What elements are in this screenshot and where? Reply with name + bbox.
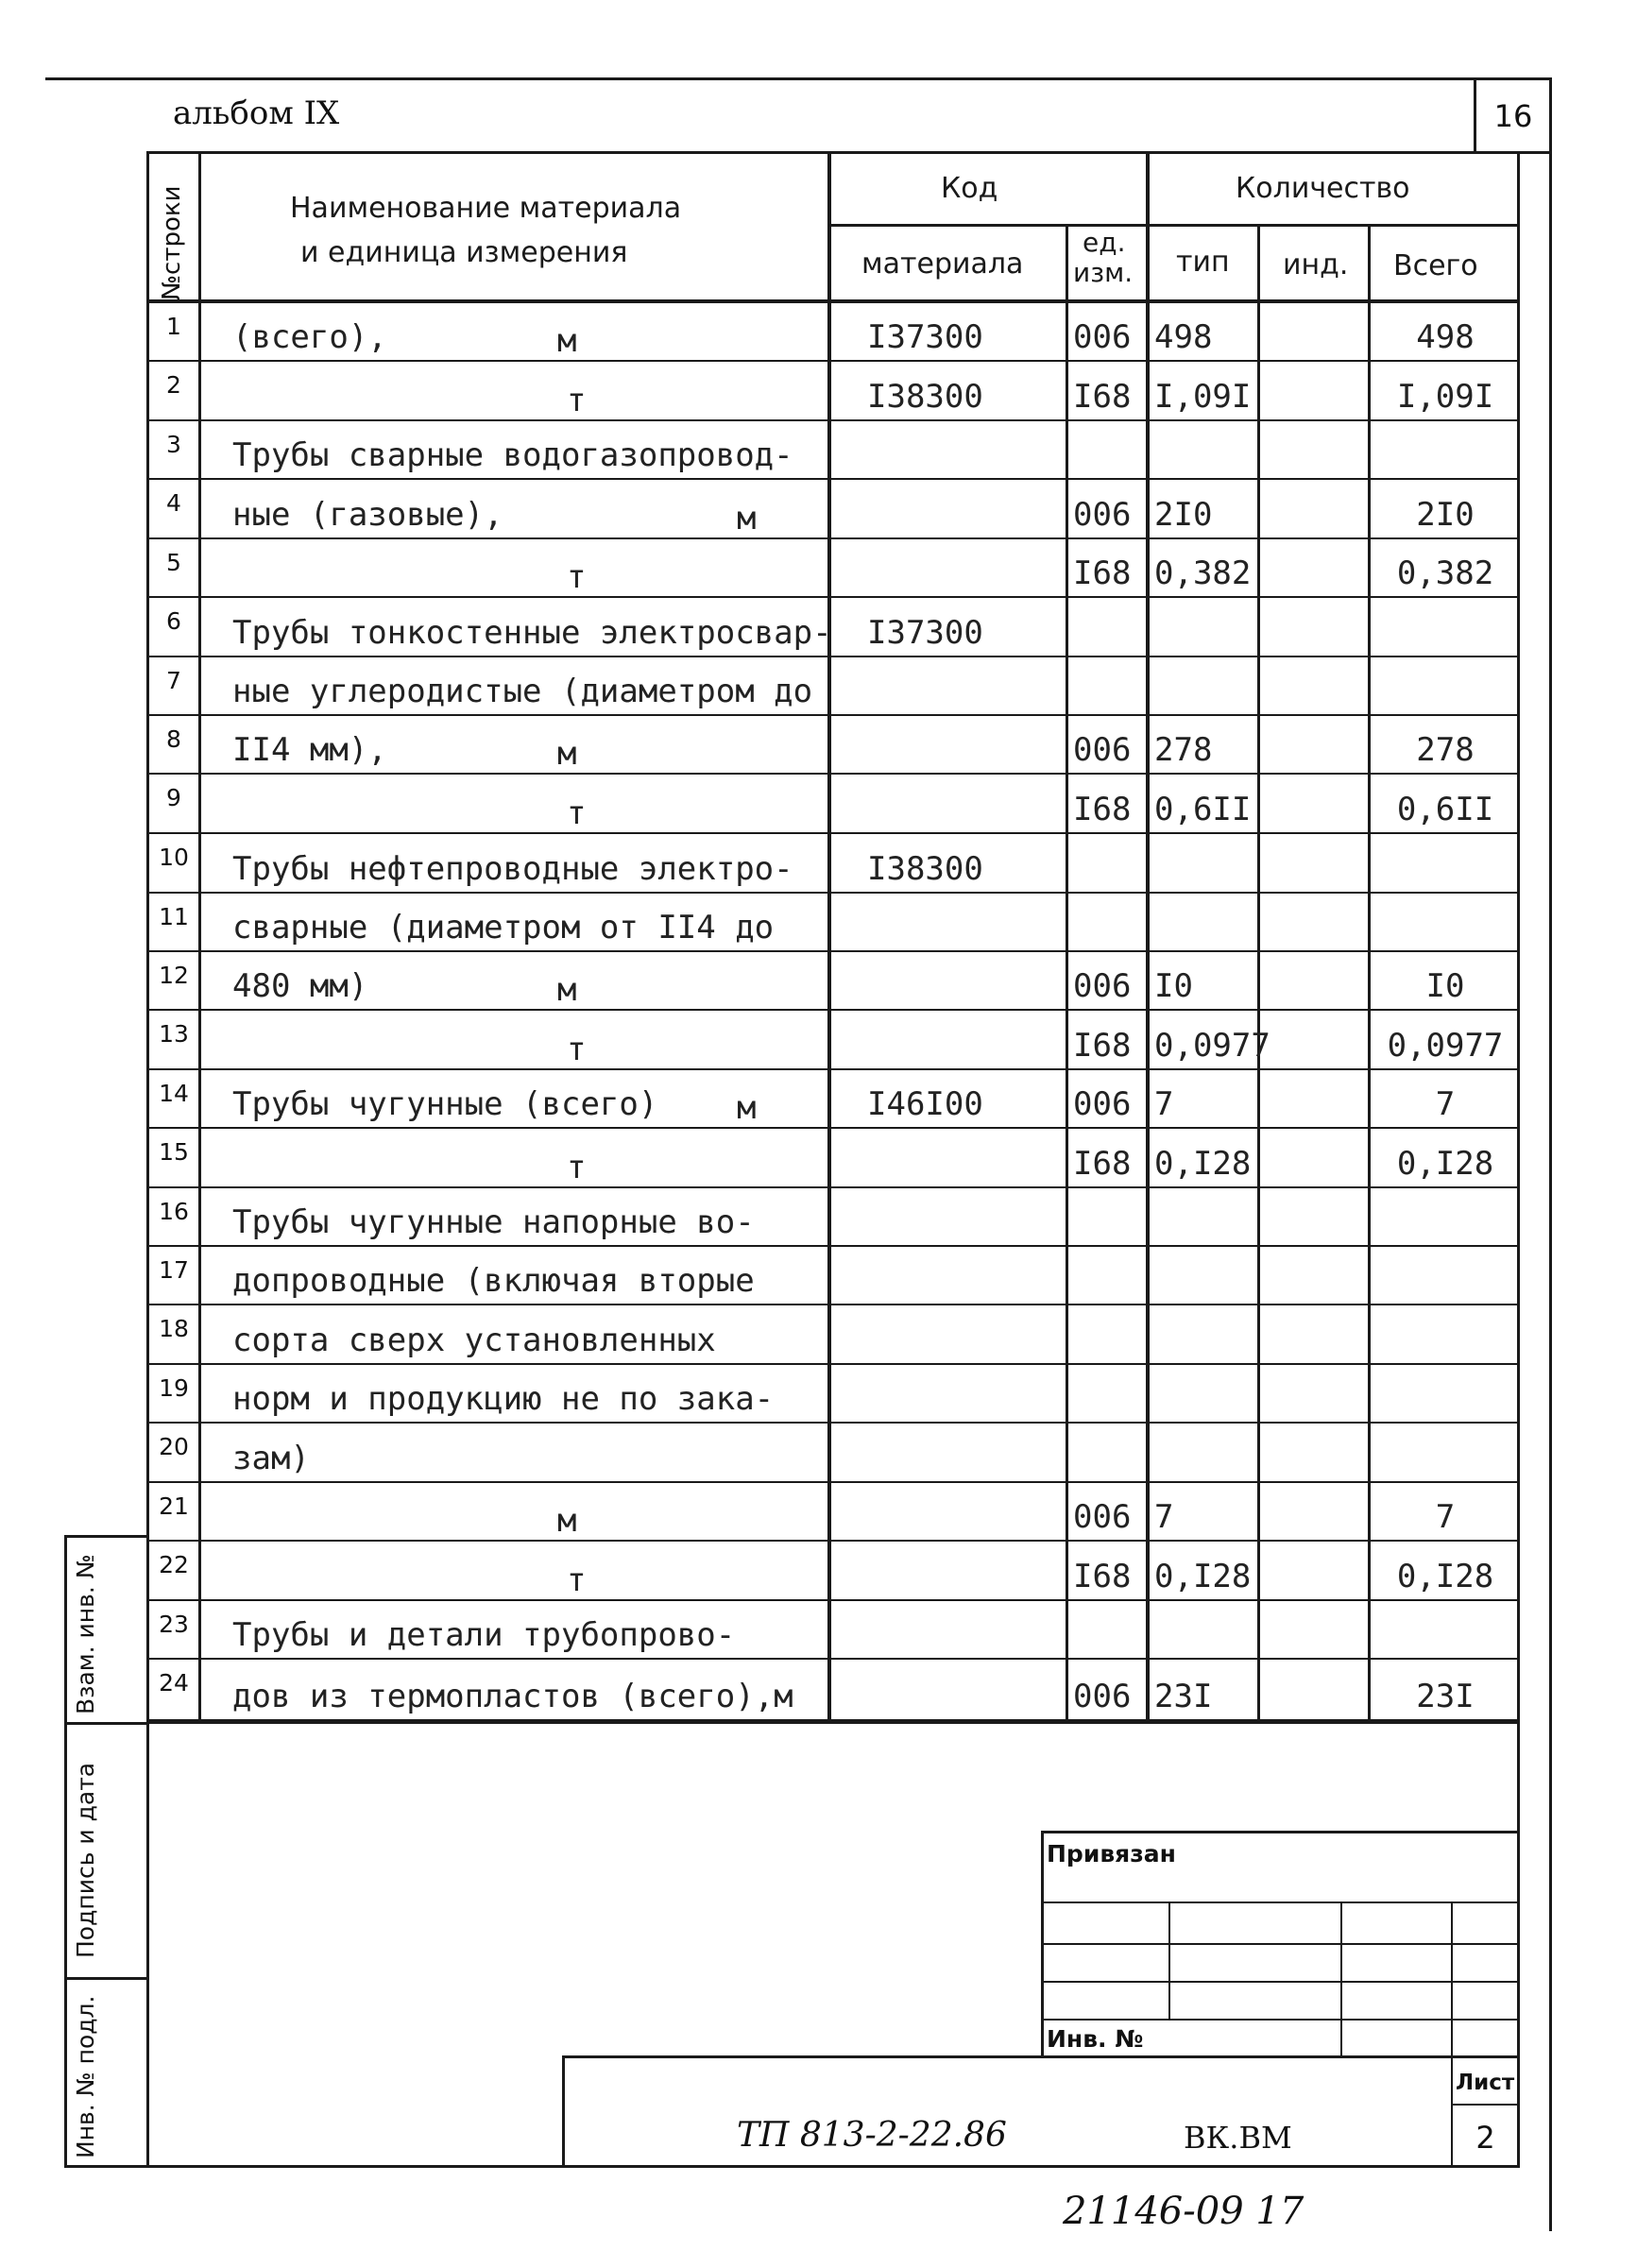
row-unit: м	[557, 1502, 577, 1540]
lower-left	[146, 1721, 149, 2168]
row-unit: т	[567, 794, 587, 832]
row-total-qty: 7	[1435, 1498, 1456, 1536]
row-unit-code: 006	[1073, 496, 1132, 534]
row-name: Трубы чугунные (всего)	[232, 1085, 658, 1123]
row-number: 9	[166, 784, 181, 811]
stamp-list-label: Лист	[1456, 2071, 1515, 2095]
row-divider	[146, 950, 1520, 952]
stamp-sheet: 2	[1475, 2120, 1495, 2156]
row-divider	[146, 1599, 1520, 1601]
row-name: ные (газовые),	[232, 496, 503, 534]
row-number: 13	[159, 1020, 189, 1048]
row-divider	[146, 1068, 1520, 1070]
row-name: II4 мм),	[232, 731, 387, 769]
title-block-left	[562, 2055, 565, 2167]
row-unit: т	[567, 558, 587, 596]
header-quantity: Количество	[1236, 172, 1410, 205]
row-unit-code: 006	[1073, 731, 1132, 769]
page-number: 16	[1493, 98, 1533, 134]
row-unit: т	[567, 1149, 587, 1186]
row-name: сорта сверх установленных	[232, 1322, 716, 1359]
row-number: 6	[166, 607, 181, 635]
row-number: 14	[159, 1080, 189, 1107]
row-unit: м	[737, 1089, 757, 1127]
row-name: зам)	[232, 1440, 310, 1477]
header-end	[146, 299, 1520, 303]
row-name: Трубы тонкостенные электросвар-	[232, 614, 832, 652]
row-type-qty: 2I0	[1154, 496, 1213, 534]
row-type-qty: 0,6II	[1154, 791, 1252, 828]
frame-top	[45, 77, 1552, 80]
header-divider	[1474, 77, 1476, 153]
row-divider	[146, 1481, 1520, 1483]
row-name: норм и продукцию не по зака-	[232, 1380, 775, 1418]
row-unit-code: 006	[1073, 1498, 1132, 1536]
stamp-privyazan: Привязан	[1047, 1840, 1176, 1867]
row-total-qty: 0,382	[1396, 554, 1494, 592]
row-divider	[146, 1422, 1520, 1424]
side-label-inv-podl: Инв. № подл.	[72, 1995, 99, 2158]
stamp-doc-section: ВК.ВМ	[1184, 2120, 1292, 2156]
row-type-qty: I,09I	[1154, 378, 1252, 416]
col-tip	[1146, 151, 1150, 1724]
header-unit-line2: изм.	[1073, 257, 1134, 288]
header-row-number: №строки	[158, 185, 186, 300]
row-divider	[146, 478, 1520, 480]
row-type-qty: 23I	[1154, 1678, 1213, 1715]
title-block-top	[562, 2055, 1520, 2058]
row-code: I38300	[867, 378, 983, 416]
row-total-qty: 0,0977	[1387, 1027, 1504, 1065]
frame-right	[1549, 77, 1552, 2231]
row-name: дов из термопластов (всего),м	[232, 1678, 793, 1715]
row-number: 2	[166, 371, 181, 399]
header-code: Код	[941, 172, 998, 205]
row-unit: м	[557, 735, 577, 773]
row-unit: т	[567, 1031, 587, 1068]
stamp-top	[1041, 1831, 1520, 1833]
row-unit: т	[567, 1561, 587, 1599]
header-name-line2: и единица измерения	[300, 236, 628, 269]
row-total-qty: I0	[1425, 967, 1465, 1005]
row-unit: м	[557, 971, 577, 1009]
side-label-vzam: Взам. инв. №	[72, 1554, 99, 1714]
row-name: сварные (диаметром от II4 до	[232, 909, 775, 946]
row-code: I37300	[867, 318, 983, 356]
row-number: 4	[166, 489, 181, 517]
row-number: 24	[159, 1669, 189, 1697]
header-bottom	[146, 151, 1552, 154]
row-type-qty: 278	[1154, 731, 1213, 769]
row-number: 19	[159, 1374, 189, 1402]
row-divider	[146, 714, 1520, 716]
stamp-h3	[1041, 1981, 1520, 1983]
side-strip-div2	[64, 1977, 149, 1980]
row-unit-code: I68	[1073, 378, 1132, 416]
stamp-inv-no: Инв. №	[1047, 2025, 1144, 2053]
row-name: допроводные (включая вторые	[232, 1262, 755, 1300]
row-unit: м	[557, 322, 577, 360]
handwritten-number: 21146-09 17	[1063, 2190, 1304, 2233]
row-divider	[146, 596, 1520, 598]
col-unit	[1066, 224, 1068, 1724]
row-unit-code: I68	[1073, 1558, 1132, 1595]
row-divider	[146, 1304, 1520, 1305]
row-number: 20	[159, 1433, 189, 1460]
row-divider	[146, 832, 1520, 834]
row-number: 18	[159, 1315, 189, 1342]
row-type-qty: I0	[1154, 967, 1193, 1005]
row-unit-code: 006	[1073, 1085, 1132, 1123]
row-divider	[146, 1186, 1520, 1188]
row-number: 17	[159, 1256, 189, 1284]
row-type-qty: 7	[1154, 1085, 1174, 1123]
row-number: 5	[166, 549, 181, 576]
row-divider	[146, 1127, 1520, 1129]
header-total: Всего	[1393, 249, 1478, 282]
row-unit-code: 006	[1073, 967, 1132, 1005]
row-number: 16	[159, 1198, 189, 1225]
col-total	[1368, 224, 1371, 1724]
row-total-qty: 7	[1435, 1085, 1456, 1123]
row-total-qty: 278	[1416, 731, 1475, 769]
row-total-qty: 498	[1416, 318, 1475, 356]
header-type: тип	[1176, 246, 1230, 279]
row-total-qty: 0,I28	[1396, 1558, 1494, 1595]
row-unit-code: I68	[1073, 1145, 1132, 1183]
row-divider	[146, 419, 1520, 421]
row-name: Трубы сварные водогазопровод-	[232, 436, 793, 474]
row-unit: т	[567, 382, 587, 419]
row-type-qty: 0,382	[1154, 554, 1252, 592]
row-divider	[146, 1245, 1520, 1247]
header-ind: инд.	[1283, 248, 1349, 281]
row-unit: м	[737, 500, 757, 537]
header-mid	[827, 224, 1520, 227]
row-name: Трубы нефтепроводные электро-	[232, 850, 793, 888]
row-divider	[146, 1719, 1520, 1721]
row-code: I46I00	[867, 1085, 983, 1123]
side-label-podpis: Подпись и дата	[72, 1762, 99, 1958]
row-divider	[146, 1009, 1520, 1011]
row-unit-code: 006	[1073, 318, 1132, 356]
row-unit-code: I68	[1073, 1027, 1132, 1065]
row-total-qty: 23I	[1416, 1678, 1475, 1715]
row-number: 10	[159, 844, 189, 871]
row-divider	[146, 892, 1520, 894]
row-divider	[146, 656, 1520, 657]
row-number: 8	[166, 725, 181, 753]
stamp-h1	[1041, 1901, 1520, 1903]
list-divider	[1451, 2104, 1520, 2106]
header-code-material: материала	[861, 247, 1024, 281]
row-number: 23	[159, 1611, 189, 1638]
row-number: 11	[159, 903, 189, 930]
row-type-qty: 0,I28	[1154, 1558, 1252, 1595]
row-name: 480 мм)	[232, 967, 368, 1005]
row-name: (всего),	[232, 318, 387, 356]
stamp-h2	[1041, 1943, 1520, 1945]
row-total-qty: 2I0	[1416, 496, 1475, 534]
row-total-qty: I,09I	[1396, 378, 1494, 416]
row-name: Трубы чугунные напорные во-	[232, 1203, 755, 1241]
row-number: 7	[166, 667, 181, 694]
stamp-doc-code: ТП 813-2-22.86	[737, 2116, 1007, 2155]
album-label: альбом IX	[173, 94, 340, 132]
row-total-qty: 0,I28	[1396, 1145, 1494, 1183]
col-ind	[1257, 224, 1260, 1724]
row-total-qty: 0,6II	[1396, 791, 1494, 828]
row-type-qty: 7	[1154, 1498, 1174, 1536]
row-type-qty: 0,I28	[1154, 1145, 1252, 1183]
table-right	[1517, 151, 1520, 1724]
header-unit-line1: ед.	[1083, 227, 1126, 258]
row-number: 1	[166, 313, 181, 340]
stamp-h4	[1041, 2019, 1520, 2021]
row-number: 22	[159, 1551, 189, 1578]
stamp-v2	[1340, 1901, 1342, 2057]
side-strip-left	[64, 1535, 67, 2168]
table-bottom	[146, 1721, 1520, 1724]
row-divider	[146, 1363, 1520, 1365]
side-strip-top	[64, 1535, 149, 1538]
side-strip-bottom	[64, 2165, 1520, 2168]
row-type-qty: 498	[1154, 318, 1213, 356]
row-type-qty: 0,0977	[1154, 1027, 1270, 1065]
row-divider	[146, 773, 1520, 775]
row-name: ные углеродистые (диаметром до	[232, 673, 813, 710]
row-code: I37300	[867, 614, 983, 652]
row-divider	[146, 1540, 1520, 1542]
row-divider	[146, 537, 1520, 539]
row-code: I38300	[867, 850, 983, 888]
col-code	[827, 151, 831, 1724]
row-number: 21	[159, 1492, 189, 1520]
row-name: Трубы и детали трубопрово-	[232, 1616, 736, 1654]
stamp-v1	[1168, 1901, 1170, 2019]
row-unit-code: I68	[1073, 554, 1132, 592]
header-name-line1: Наименование материала	[290, 192, 682, 225]
row-unit-code: I68	[1073, 791, 1132, 828]
row-divider	[146, 1658, 1520, 1660]
row-divider	[146, 360, 1520, 362]
side-strip-div1	[64, 1722, 149, 1725]
row-number: 12	[159, 962, 189, 989]
row-number: 3	[166, 431, 181, 458]
row-number: 15	[159, 1138, 189, 1166]
row-unit-code: 006	[1073, 1678, 1132, 1715]
